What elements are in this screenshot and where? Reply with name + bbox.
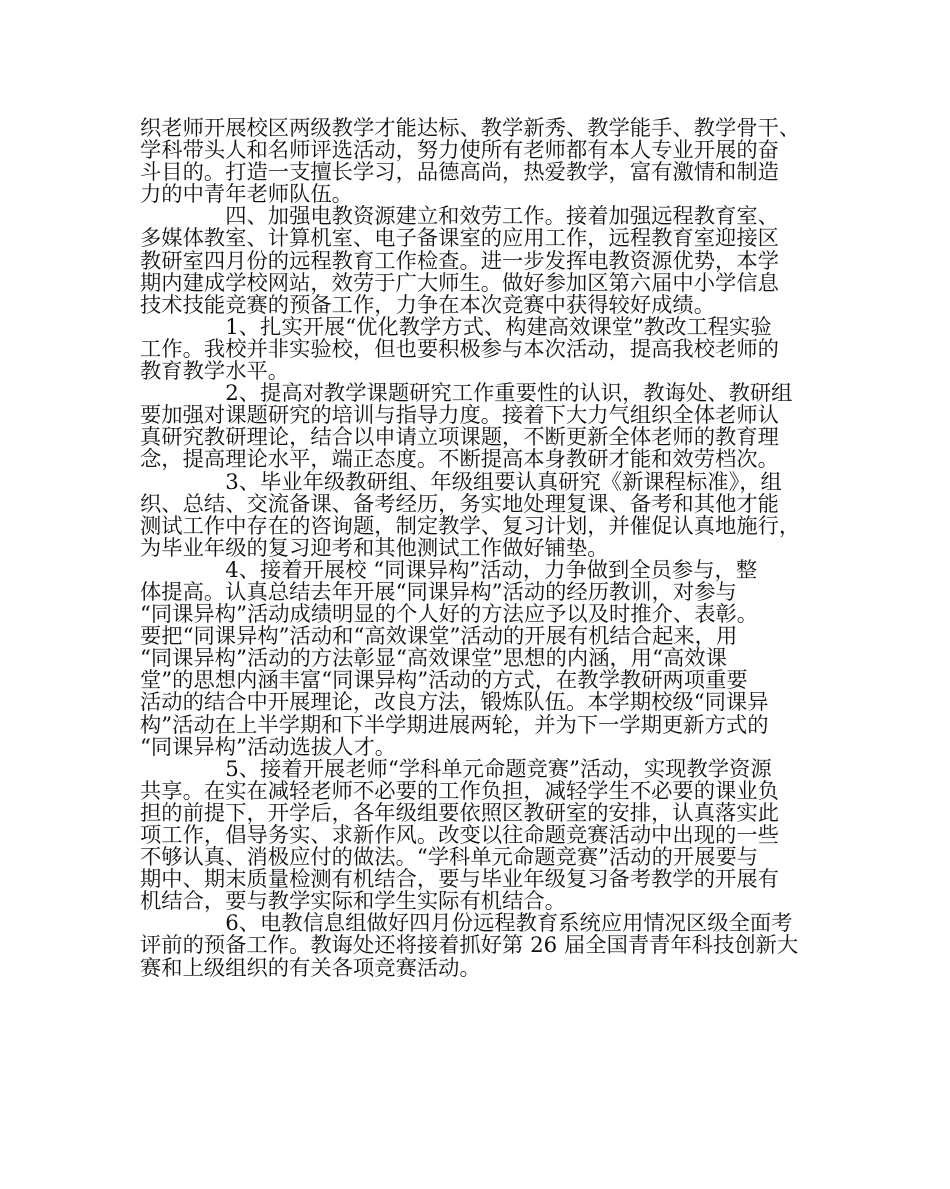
text-line: 教育教学水平。 [140, 359, 290, 385]
text-line: 学科带头人和名师评选活动，努力使所有老师都有本人专业开展的奋 [140, 138, 779, 164]
text-line: 教研室四月份的远程教育工作检查。进一步发挥电教资源优势，本学 [140, 248, 779, 274]
text-line: 织老师开展校区两级教学才能达标、教学新秀、教学能手、教学骨干、 [140, 116, 801, 141]
text-line: 体提高。认真总结去年开展“同课异构”活动的经历教训，对参与 [140, 579, 737, 605]
text-line: 测试工作中存在的咨询题，制定教学、复习计划，并催促认真地施行， [140, 513, 801, 539]
text-line: 期内建成学校网站，效劳于广大师生。做好参加区第六届中小学信息 [140, 270, 779, 296]
text-line: 5、接着开展老师“学科单元命题竞赛”活动，实现教学资源 [140, 756, 772, 782]
paragraph [140, 756, 820, 915]
text-line: 评前的预备工作。教诲处还将接着抓好第 26 届全国青青年科技创新大 [140, 933, 799, 959]
text-line: 技术技能竞赛的预备工作，力争在本次竞赛中获得较好成绩。 [140, 292, 716, 318]
paragraph [140, 118, 820, 206]
text-line: 不够认真、消极应付的做法。“学科单元命题竞赛”活动的开展要与 [140, 845, 759, 871]
text-line: 为毕业年级的复习迎考和其他测试工作做好铺垫。 [140, 535, 609, 561]
text-line: 6、电教信息组做好四月份远程教育系统应用情况区级全面考 [140, 911, 793, 937]
text-line: 堂”的思想内涵丰富“同课异构”活动的方式，在教学教研两项重要 [140, 668, 748, 694]
text-line: 2、提高对教学课题研究工作重要性的认识，教诲处、教研组 [140, 381, 793, 407]
text-line: 项工作，倡导务实、求新作风。改变以往命题竞赛活动中出现的一些 [140, 823, 779, 848]
text-line: 3、毕业年级教研组、年级组要认真研究《新课程标准》，组 [140, 469, 782, 495]
text-line: 斗目的。打造一支擅长学习，品德高尚，热爱教学，富有激情和制造 [140, 160, 779, 186]
paragraph [140, 383, 820, 471]
paragraph [140, 314, 820, 385]
text-line: 担的前提下，开学后，各年级组要依照区教研室的安排，认真落实此 [140, 800, 779, 826]
text-line: 多媒体教室、计算机室、电子备课室的应用工作，远程教育室迎接区 [140, 226, 779, 252]
text-line: 活动的结合中开展理论，改良方法，锻炼队伍。本学期校级“同课异 [140, 690, 769, 716]
text-line: 力的中青年老师队伍。 [140, 182, 353, 208]
text-line: 期中、期末质量检测有机结合，要与毕业年级复习备考教学的开展有 [140, 867, 779, 893]
text-line: 共享。在实在减轻老师不必要的工作负担，减轻学生不必要的课业负 [140, 778, 779, 804]
text-line: 4、接着开展校 “同课异构”活动，力争做到全员参与，整 [140, 557, 758, 583]
paragraph [140, 557, 820, 760]
text-line: 四、加强电教资源建立和效劳工作。接着加强远程教育室、 [140, 204, 779, 230]
text-line: 机结合，要与教学实际和学生实际有机结合。 [140, 889, 566, 915]
text-line: 真研究教研理论，结合以申请立项课题，不断更新全体老师的教育理 [140, 425, 779, 451]
paragraph [140, 206, 820, 316]
text-line: 要加强对课题研究的培训与指导力度。接着下大力气组织全体老师认 [140, 403, 779, 429]
text-line: 1、扎实开展“优化教学方式、构建高效课堂”教改工程实验 [140, 314, 772, 340]
text-line: “同课异构”活动选拔人才。 [140, 734, 397, 760]
text-line: 构”活动在上半学期和下半学期进展两轮，并为下一学期更新方式的 [140, 712, 769, 738]
text-line: 工作。我校并非实验校，但也要积极参与本次活动，提高我校老师的 [140, 336, 779, 362]
paragraph [140, 913, 820, 979]
paragraph [140, 469, 820, 561]
document-page [140, 118, 820, 980]
text-line: 织、总结、交流备课、备考经历，务实地处理复课、备考和其他才能 [140, 491, 779, 517]
text-line: 赛和上级组织的有关各项竞赛活动。 [140, 955, 481, 981]
text-line: “同课异构”活动成绩明显的个人好的方法应予以及时推介、表彰。 [140, 602, 759, 628]
text-line: “同课异构”活动的方法彰显“高效课堂”思想的内涵，用“高效课 [140, 646, 727, 672]
text-line: 要把“同课异构”活动和“高效课堂”活动的开展有机结合起来，用 [140, 624, 738, 650]
text-line: 念，提高理论水平，端正态度。不断提高本身教研才能和效劳档次。 [140, 447, 779, 473]
